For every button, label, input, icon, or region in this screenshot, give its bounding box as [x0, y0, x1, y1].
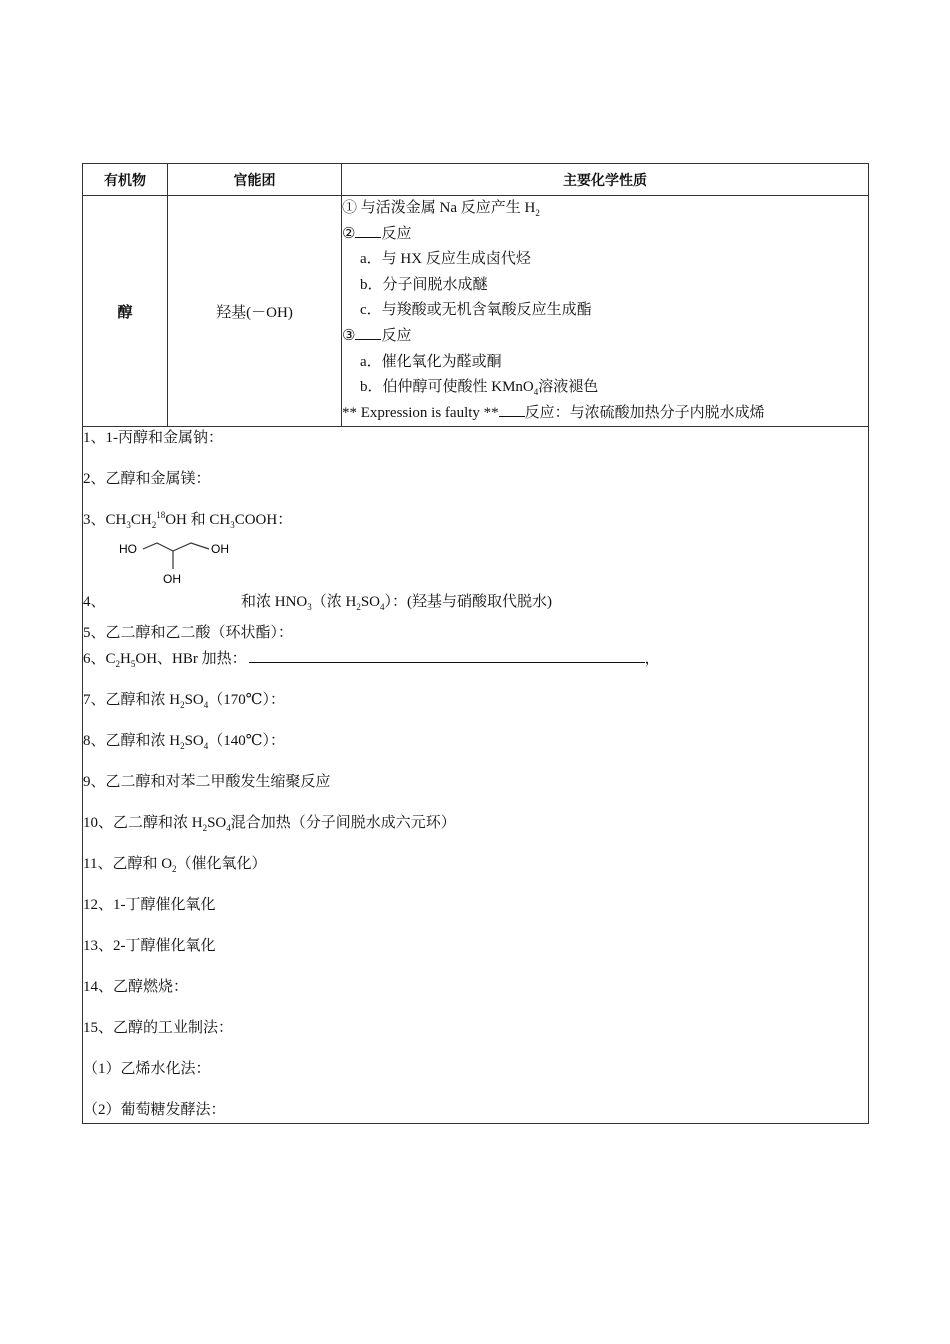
header-row — [83, 164, 869, 196]
exercise-10: 10、乙二醇和浓 $H_2SO_4$混合加热（分子间脱水成六元环） — [83, 815, 456, 834]
hydroxyl-label-left: HO — [119, 542, 137, 557]
compound-name: 醇 — [83, 196, 168, 427]
fill-blank[interactable] — [355, 223, 381, 238]
hydroxyl-label-right: OH — [211, 542, 229, 557]
prop-2c: c．与羧酸或无机含氧酸反应生成酯 — [360, 302, 592, 319]
exercise-3: 3、$CH_3CH_2^{18}OH$ 和 $CH_3COOH$： — [83, 510, 293, 531]
exercise-2: 2、乙醇和金属镁： — [83, 471, 211, 488]
exercise-8: 8、乙醇和浓 $H_2SO_4(140℃)$： — [83, 733, 286, 752]
exercises-row — [83, 427, 869, 1124]
prop-3a: a．催化氧化为醛或酮 — [360, 353, 502, 370]
answer-blank[interactable] — [249, 648, 645, 663]
exercise-5: 5、乙二醇和乙二酸（环状酯）： — [83, 625, 294, 642]
prop-3b: b．伯仲醇可使酸性 KMnO$_4$溶液褪色 — [360, 379, 599, 398]
properties-list — [342, 196, 869, 427]
exercise-15: 15、乙醇的工业制法： — [83, 1020, 234, 1037]
exercises-cell — [83, 427, 869, 1124]
prop-3: ③ 反应 — [342, 324, 868, 350]
prop-2: ② 反应 — [342, 222, 868, 248]
header-chemical-properties: 主要化学性质 — [342, 164, 869, 196]
exercise-11: 11、乙醇和 $O_2$（催化氧化） — [83, 856, 267, 875]
exercise-6: 6、$C_2H_5OH$、HBr 加热： ， — [83, 648, 868, 689]
exercise-15-1: （1）乙烯水化法： — [83, 1061, 211, 1078]
exercise-12: 12、1-丁醇催化氧化 — [83, 897, 216, 914]
header-compound: 有机物 — [83, 164, 168, 196]
functional-group: 羟基(－OH) — [168, 196, 342, 427]
exercise-1: 1、1-丙醇和金属钠： — [83, 430, 223, 447]
prop-2a: a．与 HX 反应生成卤代烃 — [360, 251, 531, 268]
exercise-4: HO OH OH 4、 和浓 $HNO_3$（浓 $H_2SO_4$）：(羟基与硝酸取代脱水) — [83, 539, 868, 607]
exercise-14: 14、乙醇燃烧： — [83, 979, 189, 996]
fill-blank[interactable] — [355, 325, 381, 340]
glycerol-structure-icon — [111, 539, 251, 589]
alcohol-row — [83, 196, 869, 427]
exercise-9: 9、乙二醇和对苯二甲酸发生缩聚反应 — [83, 774, 331, 791]
exercise-13: 13、2-丁醇催化氧化 — [83, 938, 216, 955]
properties-table — [82, 163, 869, 1124]
prop-2b: b．分子间脱水成醚 — [360, 276, 488, 293]
document-page — [82, 163, 868, 1124]
exercise-15-2: （2）葡萄糖发酵法： — [83, 1102, 226, 1119]
prop-4: ** Expression is faulty ** 反应：与浓硫酸加热分子内脱水成烯 — [342, 401, 868, 427]
prop-1: ① 与活泼金属 Na 反应产生 $H_2$ — [342, 200, 540, 218]
hydroxyl-label-bottom: OH — [163, 572, 181, 587]
header-functional-group: 官能团 — [168, 164, 342, 196]
exercise-7: 7、乙醇和浓 $H_2SO_4(170℃)$： — [83, 692, 286, 711]
fill-blank[interactable] — [499, 402, 525, 417]
